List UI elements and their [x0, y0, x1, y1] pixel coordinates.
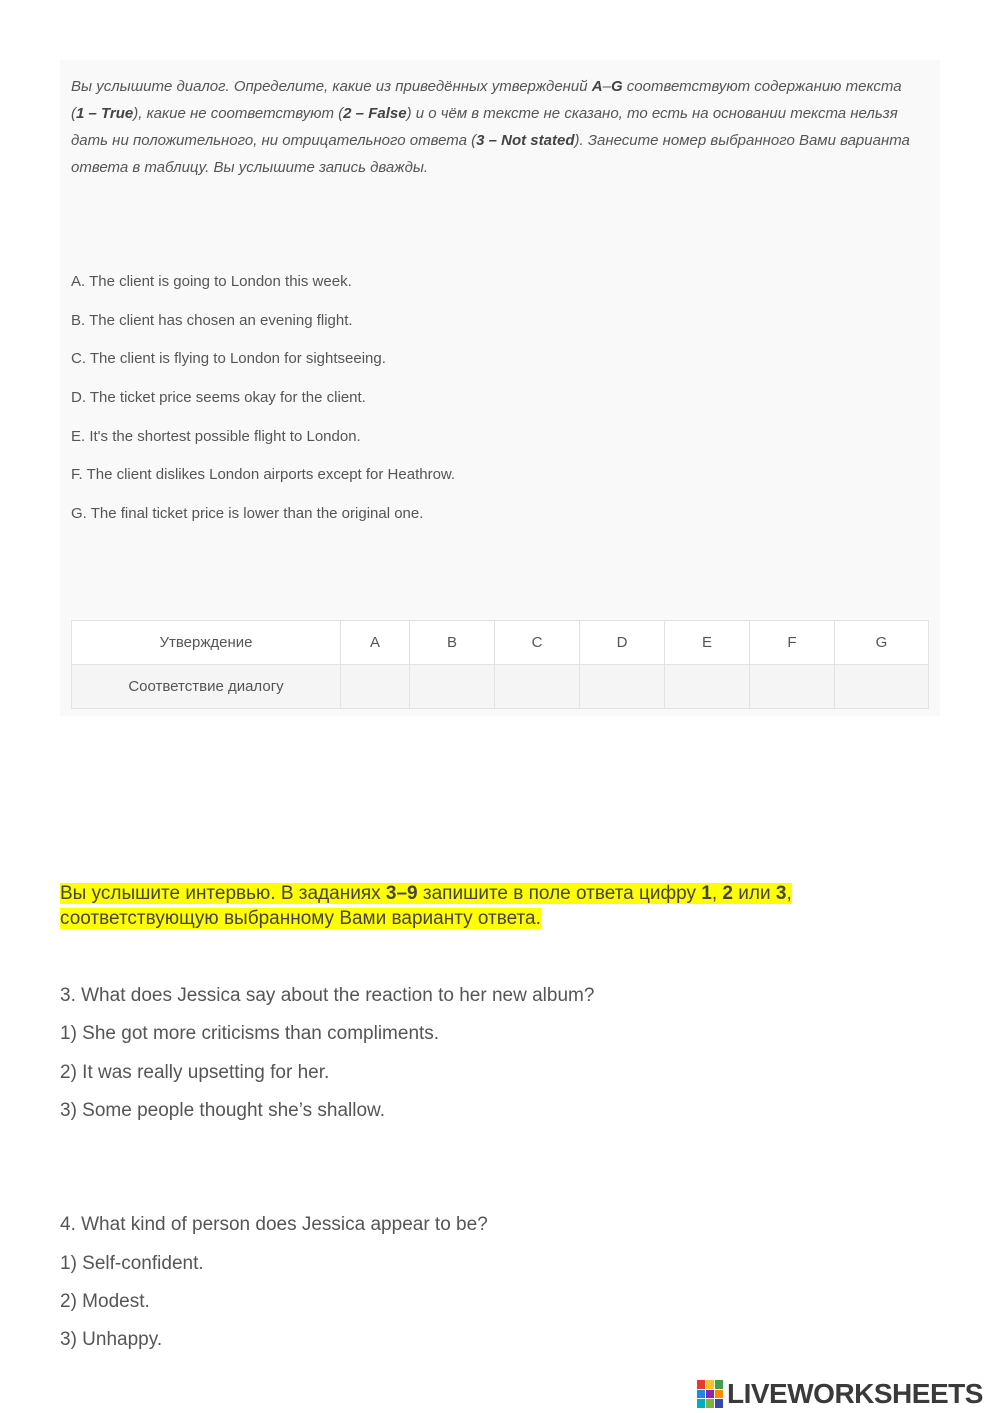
answer-cell-e[interactable] — [665, 665, 750, 709]
statement-b: B. The client has chosen an evening flight. — [71, 312, 353, 329]
statement-e: E. It's the shortest possible flight to London. — [71, 428, 361, 445]
question-3-option-2: 2) It was really upsetting for her. — [60, 1062, 330, 1083]
table-header-d: D — [580, 621, 665, 665]
answer-table — [71, 620, 929, 709]
table-header-a: A — [341, 621, 410, 665]
table-header-e: E — [665, 621, 750, 665]
logo-grid-icon — [697, 1380, 723, 1408]
task1-instructions: Вы услышите диалог. Определите, какие из приведённых утверждений A–G соответствуют содержанию текста (1 – True), какие не соответствуют (2 – False) и о чём в тексте не сказано, то есть на основании текста нельзя дать ни положительного, ни отрицательного ответа (3 – Not stated). Занесите номер выбранного Вами варианта ответа в таблицу. Вы услышите запись дважды. — [71, 78, 910, 176]
answer-cell-g[interactable] — [835, 665, 929, 709]
question-4-option-1: 1) Self-confident. — [60, 1253, 204, 1274]
table-header-g: G — [835, 621, 929, 665]
statement-c: C. The client is flying to London for sightseeing. — [71, 350, 386, 367]
table-header-label: Утверждение — [72, 621, 341, 665]
statement-a: A. The client is going to London this week. — [71, 273, 352, 290]
answer-cell-a[interactable] — [341, 665, 410, 709]
question-3: 3. What does Jessica say about the reaction to her new album? — [60, 985, 595, 1006]
answer-cell-b[interactable] — [410, 665, 495, 709]
brand-name: LIVEWORKSHEETS — [727, 1378, 983, 1409]
statement-g: G. The final ticket price is lower than the original one. — [71, 505, 424, 522]
statement-d: D. The ticket price seems okay for the client. — [71, 389, 366, 406]
question-4-option-2: 2) Modest. — [60, 1291, 150, 1312]
table-header-f: F — [750, 621, 835, 665]
task2-instructions: Вы услышите интервью. В заданиях 3–9 запишите в поле ответа цифру 1, 2 или 3, соответствующую выбранному Вами варианту ответа. — [60, 883, 792, 929]
question-4-option-3: 3) Unhappy. — [60, 1329, 163, 1350]
liveworksheets-logo — [697, 1377, 983, 1411]
question-3-option-1: 1) She got more criticisms than compliments. — [60, 1023, 440, 1044]
table-row-answers — [72, 665, 929, 709]
table-row-statements — [72, 621, 929, 665]
table-header-c: C — [495, 621, 580, 665]
question-4: 4. What kind of person does Jessica appear to be? — [60, 1214, 488, 1235]
answer-cell-f[interactable] — [750, 665, 835, 709]
table-header-b: B — [410, 621, 495, 665]
statement-f: F. The client dislikes London airports except for Heathrow. — [71, 466, 456, 483]
question-3-option-3: 3) Some people thought she’s shallow. — [60, 1100, 385, 1121]
answer-cell-c[interactable] — [495, 665, 580, 709]
answer-cell-d[interactable] — [580, 665, 665, 709]
table-answer-label: Соответствие диалогу — [72, 665, 341, 709]
